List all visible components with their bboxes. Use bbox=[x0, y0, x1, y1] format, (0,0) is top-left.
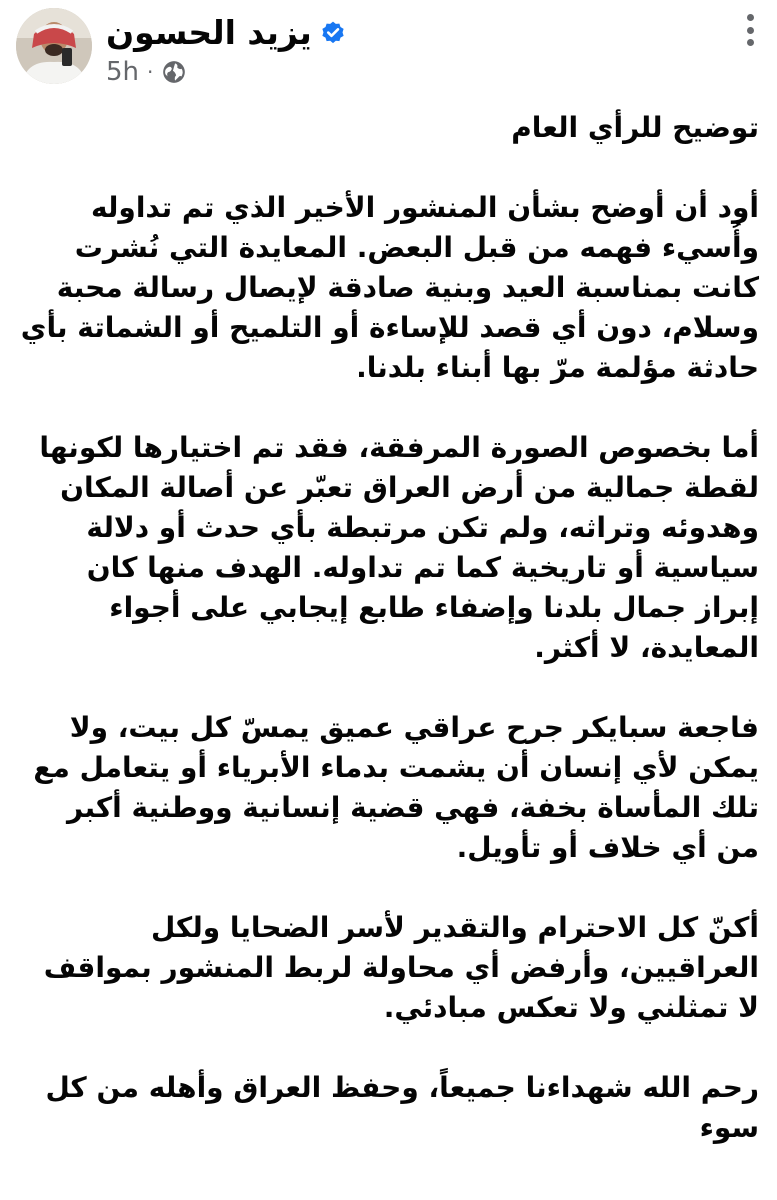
meta-separator: · bbox=[147, 60, 154, 84]
more-dot-icon bbox=[747, 39, 754, 46]
post-paragraph: أكنّ كل الاحترام والتقدير لأسر الضحايا ولكل العراقيين، وأرفض أي محاولة لربط المنشور بمواقف لا تمثلني ولا تعكس مبادئي. bbox=[43, 911, 759, 1024]
post-meta bbox=[106, 56, 626, 88]
verified-badge-icon bbox=[320, 20, 346, 46]
globe-icon[interactable] bbox=[161, 59, 187, 85]
more-dot-icon bbox=[747, 27, 754, 34]
author-name[interactable]: يزيد الحسون bbox=[106, 13, 312, 52]
author-block bbox=[106, 8, 626, 88]
avatar[interactable] bbox=[16, 8, 92, 84]
author-row bbox=[106, 8, 626, 58]
post-title: توضيح للرأي العام bbox=[511, 111, 759, 144]
post-body bbox=[19, 96, 759, 1188]
post-paragraph: أود أن أوضح بشأن المنشور الأخير الذي تم تداوله وأُسيء فهمه من قبل البعض. المعايدة التي نُشرت كانت بمناسبة العيد وبنية صادقة لإيصال رسالة محبة وسلام، دون أي قصد للإساءة أو التلميح أو الشماتة بأي حادثة مؤلمة مرّ بها أبناء بلدنا. bbox=[20, 191, 759, 384]
more-dot-icon bbox=[747, 14, 754, 21]
more-options-button[interactable] bbox=[735, 10, 765, 50]
post-paragraph: أما بخصوص الصورة المرفقة، فقد تم اختيارها لكونها لقطة جمالية من أرض العراق تعبّر عن أصالة المكان وهدوئه وتراثه، ولم تكن مرتبطة بأي حدث أو دلالة سياسية أو تاريخية كما تم تداوله. الهدف منها كان إبراز جمال بلدنا وإضفاء طابع إيجابي على أجواء المعايدة، لا أكثر. bbox=[39, 431, 759, 664]
avatar-photo bbox=[16, 8, 92, 84]
post-timestamp[interactable]: 5h bbox=[106, 57, 140, 87]
post-paragraph: فاجعة سبايكر جرح عراقي عميق يمسّ كل بيت، ولا يمكن لأي إنسان أن يشمت بدماء الأبرياء أو يتعامل مع تلك المأساة بخفة، فهي قضية إنسانية ووطنية أكبر من أي خلاف أو تأويل. bbox=[33, 711, 759, 864]
post-header bbox=[0, 0, 777, 96]
post-paragraph: رحم الله شهداءنا جميعاً، وحفظ العراق وأهله من كل سوء bbox=[45, 1071, 759, 1144]
